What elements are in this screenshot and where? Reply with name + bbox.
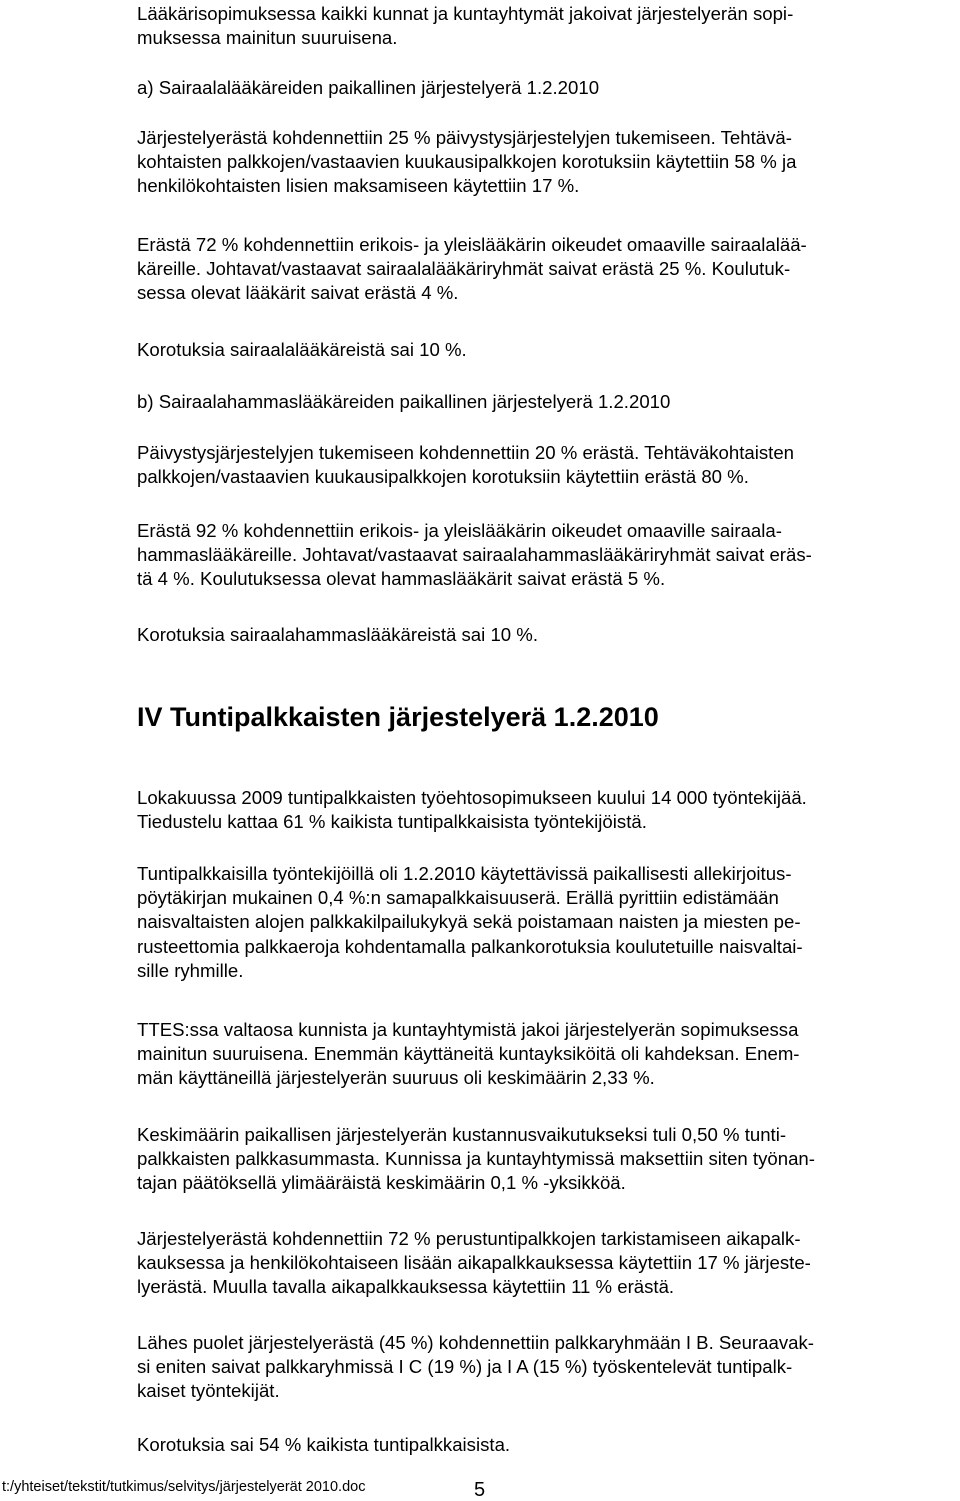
section-heading-iv: IV Tuntipalkkaisten järjestelyerä 1.2.2010 xyxy=(137,702,659,732)
paragraph-hospital-doctors-allocation xyxy=(137,126,953,199)
text-line: naisvaltaisten alojen palkkakilpailukykyä sekä poistamaan naisten ja miesten pe- xyxy=(137,911,801,933)
text-line: mainitun suuruisena. Enemmän käyttäneitä kuntayksiköitä oli kahdeksan. Enem- xyxy=(137,1043,800,1065)
text-line: män käyttäneillä järjestelyerän suuruus oli keskimäärin 2,33 %. xyxy=(137,1067,655,1089)
text-line: kauksessa ja henkilökohtaiseen lisään aikapalkkauksessa käytettiin 17 % järjeste- xyxy=(137,1252,811,1274)
paragraph-cost-effect xyxy=(137,1123,953,1196)
page-number: 5 xyxy=(474,1479,486,1501)
text-line: henkilökohtaisten lisien maksamiseen käytettiin 17 %. xyxy=(137,175,580,197)
text-line: Tiedustelu kattaa 61 % kaikista tuntipalkkaisista työntekijöistä. xyxy=(137,811,647,833)
text-line: käreille. Johtavat/vastaavat sairaalalääkäriryhmät saivat erästä 25 %. Koulutuk- xyxy=(137,258,791,280)
paragraph-hospital-doctors-groups xyxy=(137,233,953,306)
text-line: Järjestelyerästä kohdennettiin 25 % päivystysjärjestelyjen tukemiseen. Tehtävä- xyxy=(137,127,792,148)
text-line: Korotuksia sairaalahammaslääkäreistä sai 10 %. xyxy=(137,624,538,645)
text-line: pöytäkirjan mukainen 0,4 %:n samapalkkaisuuserä. Erällä pyrittiin edistämään xyxy=(137,887,779,909)
text-line: palkkaisten palkkasummasta. Kunnissa ja kuntayhtymissä maksettiin siten työnan- xyxy=(137,1148,815,1170)
text-line: Päivystysjärjestelyjen tukemiseen kohdennettiin 20 % erästä. Tehtäväkohtaisten xyxy=(137,442,795,463)
paragraph-hourly-raises xyxy=(137,1433,953,1457)
text-line: Tuntipalkkaisilla työntekijöillä oli 1.2.2010 käytettävissä paikallisesti allekirjoitus- xyxy=(137,863,792,884)
text-line: Lääkärisopimuksessa kaikki kunnat ja kuntayhtymät jakoivat järjestelyerän sopi- xyxy=(137,3,794,24)
text-line: Lähes puolet järjestelyerästä (45 %) kohdennettiin palkkaryhmään I B. Seuraavak- xyxy=(137,1332,814,1353)
text-line: tajan päätöksellä ylimääräistä keskimäärin 0,1 % -yksikköä. xyxy=(137,1172,626,1194)
text-line: b) Sairaalahammaslääkäreiden paikallinen järjestelyerä 1.2.2010 xyxy=(137,391,671,412)
paragraph-allocation-breakdown xyxy=(137,1227,953,1300)
text-line: si eniten saivat palkkaryhmissä I C (19 %) ja I A (15 %) työskentelevät tuntipalk- xyxy=(137,1356,793,1378)
text-line: kohtaisten palkkojen/vastaavien kuukausipalkkojen korotuksiin käytettiin 58 % ja xyxy=(137,151,797,173)
text-line: hammaslääkäreille. Johtavat/vastaavat sairaalahammaslääkäriryhmät saivat eräs- xyxy=(137,544,812,566)
paragraph-agreement-intro xyxy=(137,2,953,50)
text-line: sille ryhmille. xyxy=(137,959,244,981)
paragraph-equal-pay-allocation xyxy=(137,862,953,983)
text-line: sessa olevat lääkärit saivat erästä 4 %. xyxy=(137,282,459,304)
text-line: lyerästä. Muulla tavalla aikapalkkauksessa käytettiin 11 % erästä. xyxy=(137,1276,675,1298)
text-line: muksessa mainitun suuruisena. xyxy=(137,27,398,49)
text-line: a) Sairaalalääkäreiden paikallinen järjestelyerä 1.2.2010 xyxy=(137,77,600,98)
paragraph-hospital-dentists-groups xyxy=(137,519,953,592)
text-line: Keskimäärin paikallisen järjestelyerän kustannusvaikutukseksi tuli 0,50 % tunti- xyxy=(137,1124,787,1145)
text-line: Korotuksia sai 54 % kaikista tuntipalkkaisista. xyxy=(137,1434,511,1455)
paragraph-hospital-dentists-raises xyxy=(137,623,953,647)
paragraph-hourly-workers-survey xyxy=(137,786,953,834)
text-line: Erästä 92 % kohdennettiin erikois- ja yleislääkärin oikeudet omaaville sairaala- xyxy=(137,520,782,541)
footer-file-path: t:/yhteiset/tekstit/tutkimus/selvitys/järjestelyerät 2010.doc xyxy=(2,1479,366,1495)
subheading-hospital-dentists xyxy=(137,390,953,414)
text-line: tä 4 %. Koulutuksessa olevat hammaslääkärit saivat erästä 5 %. xyxy=(137,568,666,590)
text-line: Lokakuussa 2009 tuntipalkkaisten työehtosopimukseen kuului 14 000 työntekijää. xyxy=(137,787,807,808)
text-line: rusteettomia palkkaeroja kohdentamalla palkankorotuksia koulutetuille naisvaltai- xyxy=(137,935,803,957)
text-line: Järjestelyerästä kohdennettiin 72 % perustuntipalkkojen tarkistamiseen aikapalk- xyxy=(137,1228,801,1249)
paragraph-hospital-doctors-raises xyxy=(137,338,953,362)
subheading-hospital-doctors xyxy=(137,76,953,100)
text-line: kaiset työntekijät. xyxy=(137,1380,280,1402)
paragraph-hospital-dentists-allocation xyxy=(137,441,953,489)
paragraph-pay-groups xyxy=(137,1331,953,1404)
paragraph-ttes-distribution xyxy=(137,1018,953,1091)
text-line: palkkojen/vastaavien kuukausipalkkojen korotuksiin käytettiin erästä 80 %. xyxy=(137,466,749,488)
text-line: Korotuksia sairaalalääkäreistä sai 10 %. xyxy=(137,339,467,360)
text-line: TTES:ssa valtaosa kunnista ja kuntayhtymistä jakoi järjestelyerän sopimuksessa xyxy=(137,1019,799,1040)
text-line: Erästä 72 % kohdennettiin erikois- ja yleislääkärin oikeudet omaaville sairaalalää- xyxy=(137,234,807,255)
